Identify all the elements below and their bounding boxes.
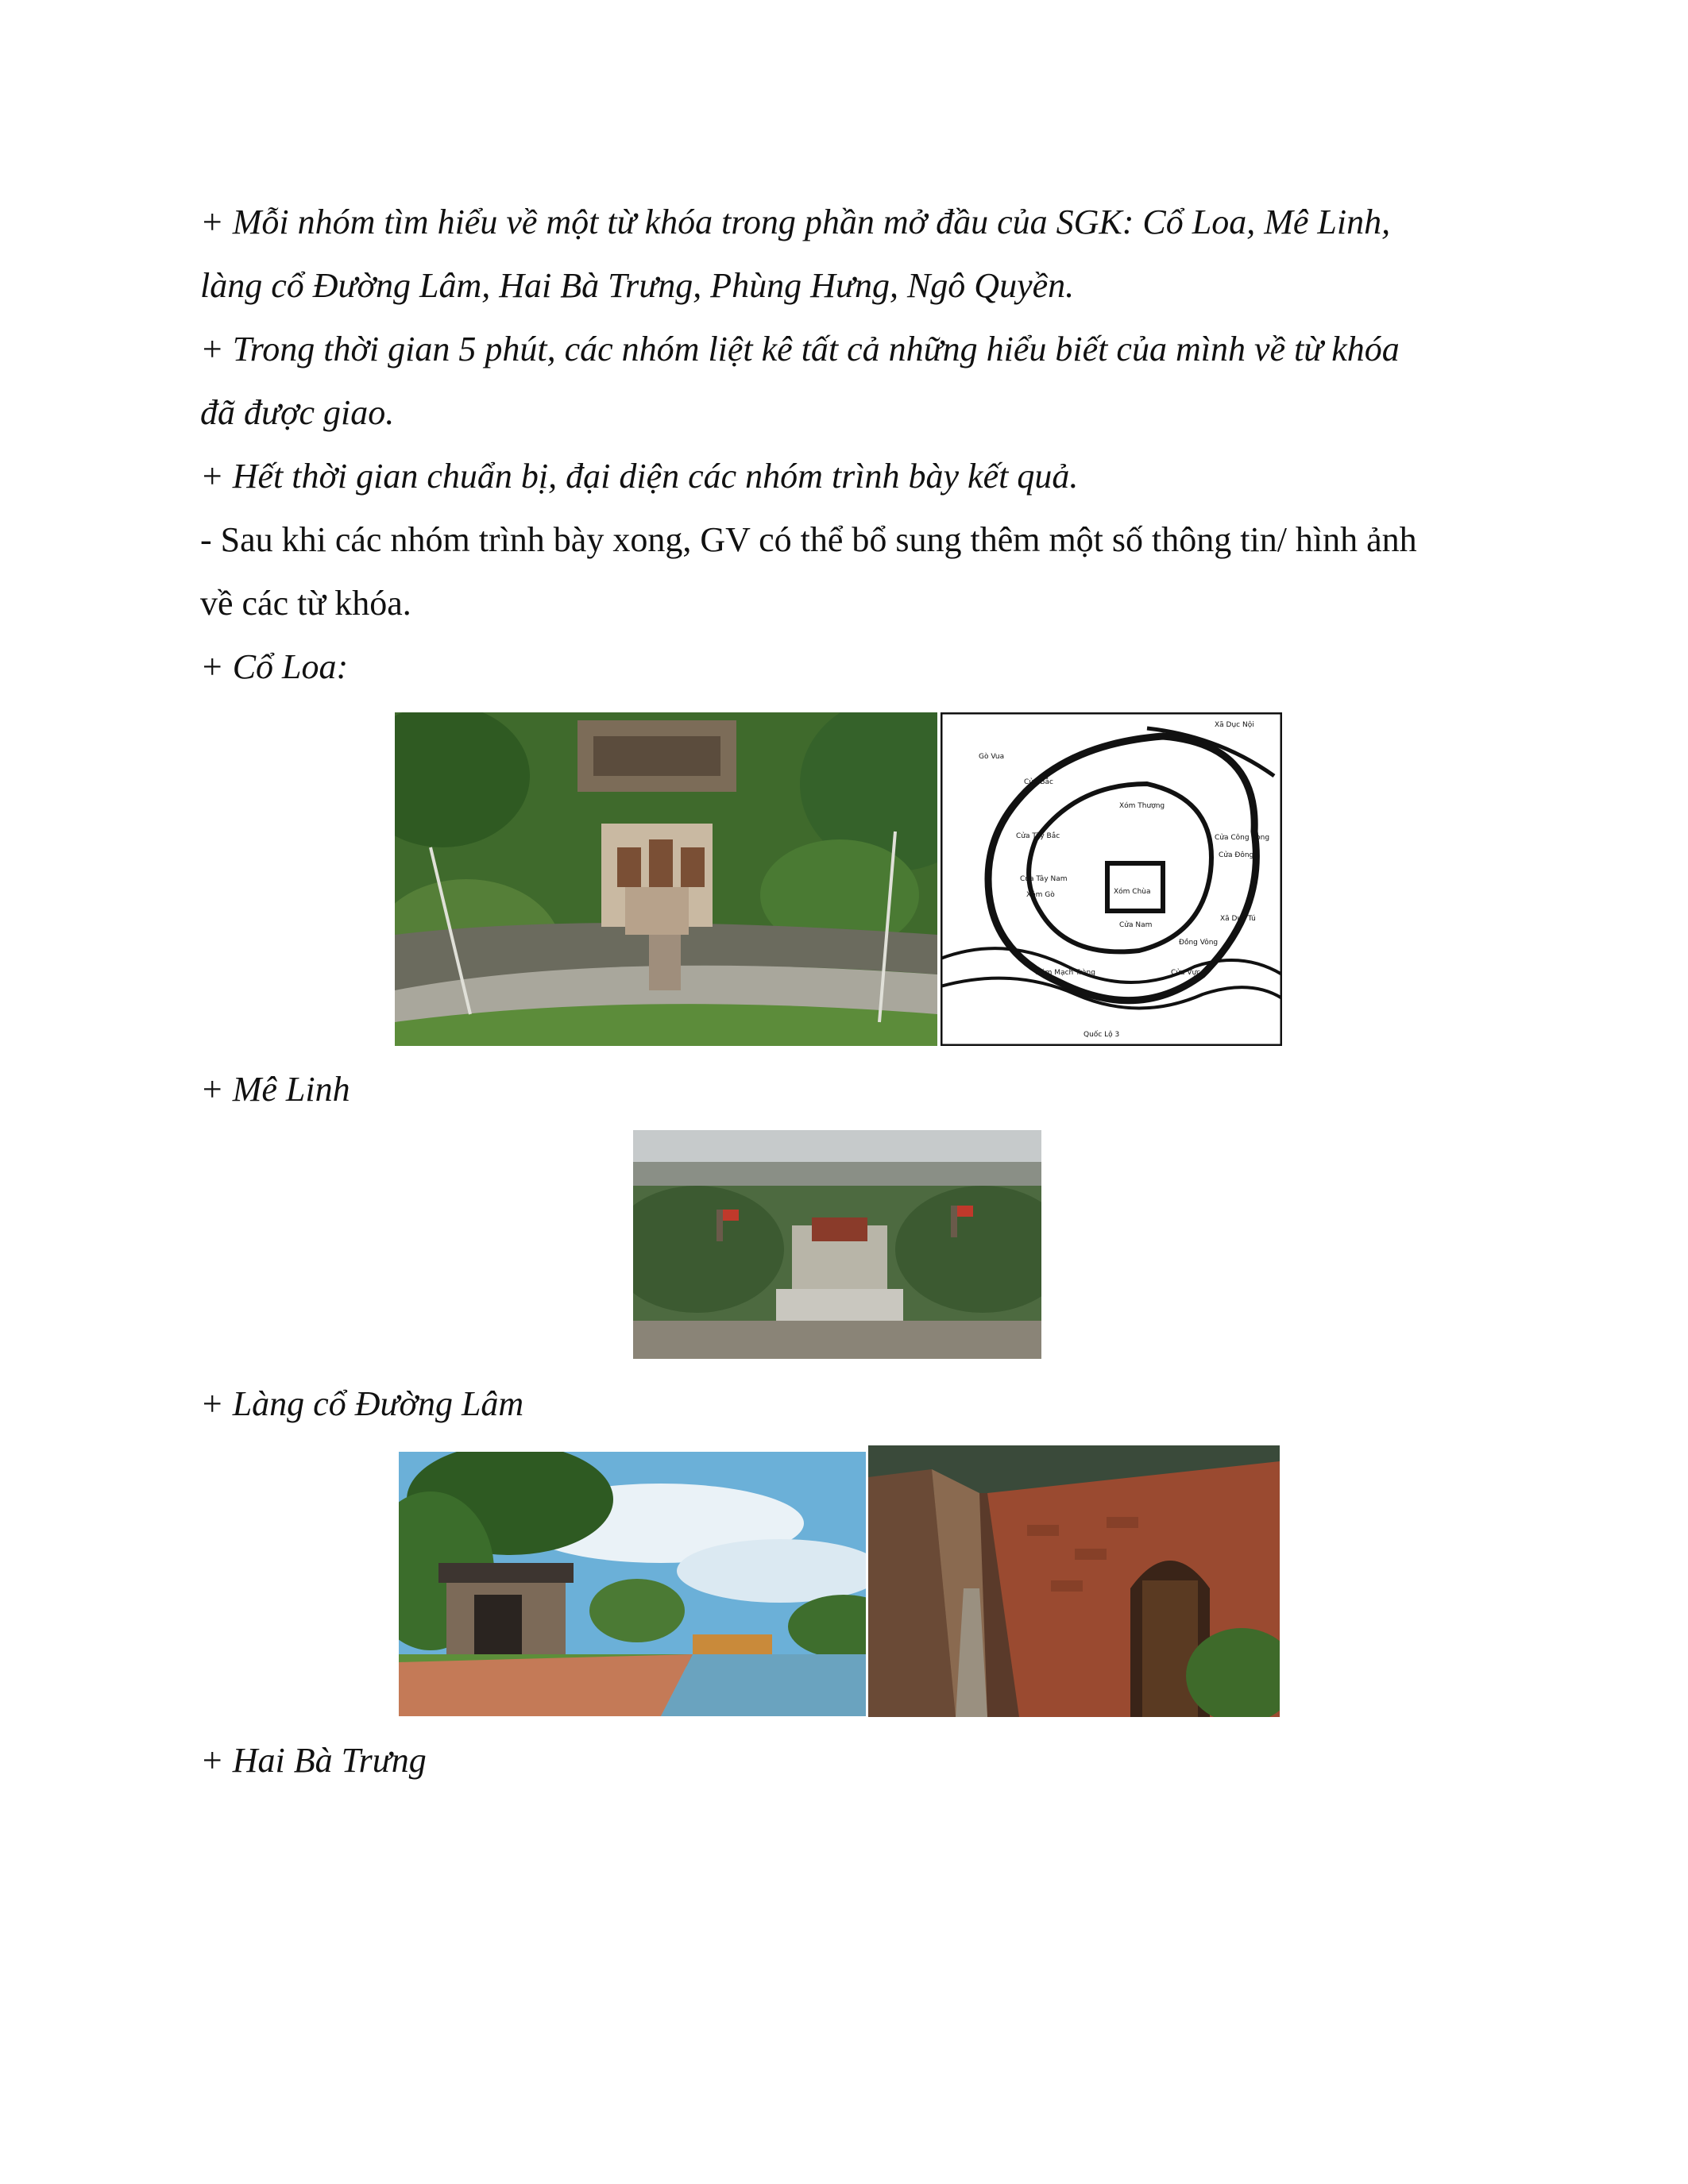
map-label: Cửa Đông	[1219, 851, 1254, 859]
section-heading-hai-ba-trung: + Hai Bà Trưng	[200, 1741, 427, 1780]
map-label: Cửa Vực	[1171, 969, 1201, 977]
paragraph-line-2: làng cổ Đường Lâm, Hai Bà Trưng, Phùng Hưng, Ngô Quyền.	[200, 266, 1075, 305]
paragraph-line-7: về các từ khóa.	[200, 584, 411, 623]
map-label: Cửa Công Song	[1215, 834, 1270, 842]
duong-lam-alley-photo	[868, 1445, 1280, 1717]
map-label: Xã Dục Nội	[1215, 721, 1254, 729]
section-heading-duong-lam: + Làng cổ Đường Lâm	[200, 1384, 524, 1423]
paragraph-line-6: - Sau khi các nhóm trình bày xong, GV có thể bổ sung thêm một số thông tin/ hình ảnh	[200, 520, 1417, 559]
paragraph-line-4: đã được giao.	[200, 393, 395, 432]
section-heading-co-loa: + Cổ Loa:	[200, 647, 349, 686]
paragraph-line-3: + Trong thời gian 5 phút, các nhóm liệt kê tất cả những hiểu biết của mình về từ khóa	[200, 330, 1400, 369]
map-label: Đồng Vông	[1179, 939, 1219, 947]
co-loa-citadel-map	[941, 712, 1282, 1046]
map-label: Xóm Chùa	[1114, 888, 1151, 896]
map-label: Xóm Gò	[1026, 891, 1055, 899]
duong-lam-village-gate-photo	[399, 1452, 866, 1716]
map-label: Cửa Tây Bắc	[1016, 832, 1060, 840]
map-label: Xã Dục Tú	[1220, 915, 1256, 923]
paragraph-line-5: + Hết thời gian chuẩn bị, đại diện các nhóm trình bày kết quả.	[200, 457, 1079, 496]
map-label: Gò Vua	[979, 753, 1005, 761]
map-label: Cửa Bắc	[1024, 778, 1054, 786]
section-heading-me-linh: + Mê Linh	[200, 1070, 350, 1109]
co-loa-aerial-photo	[395, 712, 937, 1046]
map-label: Xóm Mạch Tràng	[1036, 969, 1095, 977]
paragraph-line-1: + Mỗi nhóm tìm hiểu về một từ khóa trong phần mở đầu của SGK: Cổ Loa, Mê Linh,	[200, 203, 1391, 241]
map-label: Quốc Lộ 3	[1083, 1031, 1120, 1039]
map-label: Cửa Nam	[1119, 921, 1153, 929]
map-label: Xóm Thượng	[1119, 802, 1165, 810]
me-linh-temple-photo	[633, 1130, 1041, 1359]
map-label: Cửa Tây Nam	[1020, 875, 1068, 883]
